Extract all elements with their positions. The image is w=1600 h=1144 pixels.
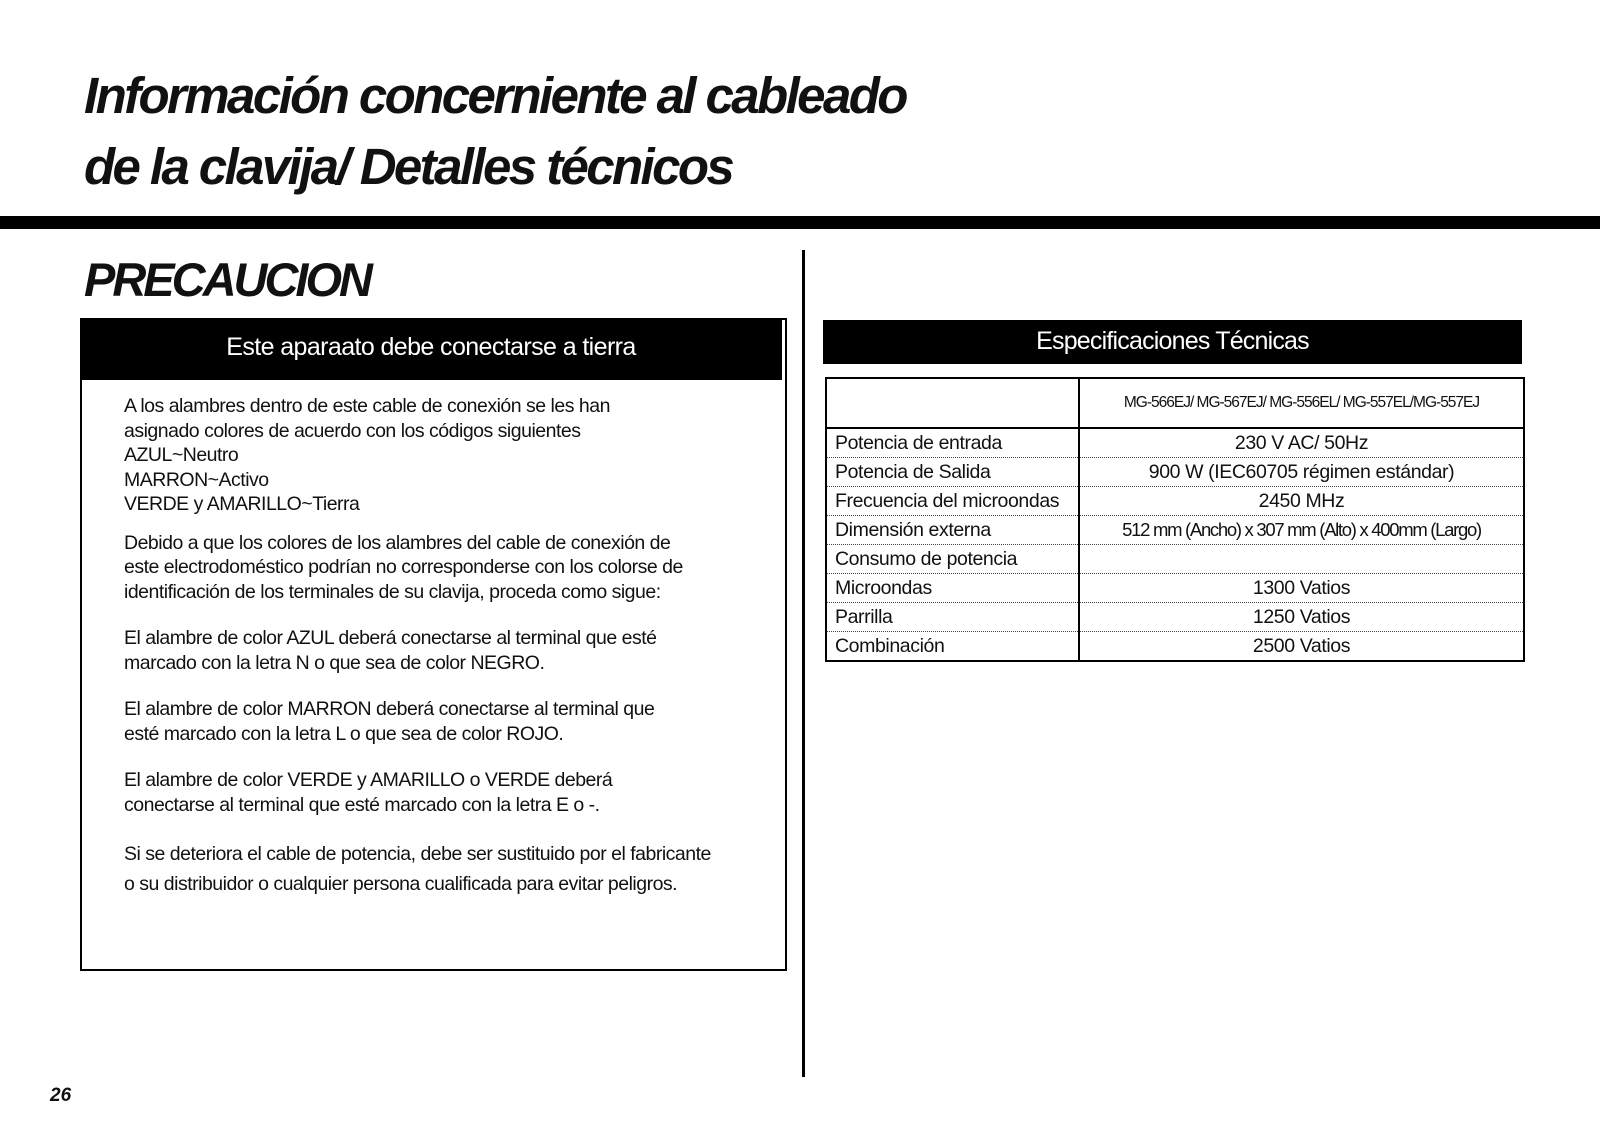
paragraph-line: este electrodoméstico podrían no corresponderse con los colorse de	[124, 556, 683, 578]
spec-value: 230 V AC/ 50Hz	[1079, 428, 1524, 458]
spec-label: Dimensión externa	[826, 516, 1079, 545]
spec-value: 512 mm (Ancho) x 307 mm (Alto) x 400mm (Largo)	[1079, 516, 1524, 545]
specs-header-row	[826, 378, 1524, 428]
caution-body	[124, 394, 784, 899]
spec-value	[1079, 545, 1524, 574]
paragraph-line: El alambre de color MARRON deberá conectarse al terminal que	[124, 698, 655, 720]
page-title	[84, 60, 906, 202]
paragraph-line: conectarse al terminal que esté marcado con la letra E o -.	[124, 793, 600, 816]
table-row	[826, 458, 1524, 487]
spec-value: 2450 MHz	[1079, 487, 1524, 516]
spec-label: Consumo de potencia	[826, 545, 1079, 574]
paragraph-line: marcado con la letra N o que sea de color NEGRO.	[124, 651, 545, 674]
spec-value: 2500 Vatios	[1079, 632, 1524, 662]
caution-banner: Este aparaato debe conectarse a tierra	[80, 318, 782, 380]
color-code-earth: VERDE y AMARILLO~Tierra	[124, 493, 360, 515]
specs-header-empty	[826, 378, 1079, 428]
paragraph-line: identificación de los terminales de su clavija, proceda como sigue:	[124, 580, 661, 603]
table-row	[826, 516, 1524, 545]
title-rule	[0, 216, 1600, 229]
paragraph-line: El alambre de color AZUL deberá conectarse al terminal que esté	[124, 627, 657, 649]
caution-paragraph	[124, 768, 784, 817]
intro-line: A los alambres dentro de este cable de conexión se les han	[124, 395, 610, 417]
caution-paragraph	[124, 626, 784, 675]
specs-models: MG-566EJ/ MG-567EJ/ MG-556EL/ MG-557EL/MG-557EJ	[1079, 378, 1524, 428]
specs-banner: Especificaciones Técnicas	[823, 320, 1522, 364]
spec-label: Potencia de Salida	[826, 458, 1079, 487]
table-row	[826, 545, 1524, 574]
spec-value: 1300 Vatios	[1079, 574, 1524, 603]
caution-heading: PRECAUCION	[84, 253, 370, 306]
color-code-active: MARRON~Activo	[124, 468, 269, 491]
paragraph-line: o su distribuidor o cualquier persona cualificada para evitar peligros.	[124, 873, 678, 895]
caution-paragraph	[124, 697, 784, 746]
table-row	[826, 632, 1524, 662]
page-title-line-2: de la clavija/ Detalles técnicos	[84, 138, 733, 195]
table-row	[826, 574, 1524, 603]
spec-label: Combinación	[835, 635, 945, 657]
table-row	[826, 428, 1524, 458]
intro-line: asignado colores de acuerdo con los códigos siguientes	[124, 419, 581, 442]
paragraph-line: Debido a que los colores de los alambres del cable de conexión de	[124, 531, 671, 554]
table-row	[826, 603, 1524, 632]
spec-value: 1250 Vatios	[1079, 603, 1524, 632]
spec-label: Microondas	[826, 574, 1079, 603]
paragraph-line: esté marcado con la letra L o que sea de color ROJO.	[124, 722, 564, 745]
caution-paragraph	[124, 839, 784, 899]
column-divider	[802, 250, 805, 1077]
caution-paragraph	[124, 531, 784, 605]
paragraph-line: Si se deteriora el cable de potencia, debe ser sustituido por el fabricante	[124, 843, 711, 865]
spec-value: 900 W (IEC60705 régimen estándar)	[1079, 458, 1524, 487]
spec-label: Potencia de entrada	[826, 428, 1079, 458]
page-number: 26	[50, 1085, 72, 1106]
color-code-neutral: AZUL~Neutro	[124, 444, 239, 466]
spec-label: Parrilla	[826, 603, 1079, 632]
specs-table	[825, 377, 1525, 662]
page-title-line-1: Información concerniente al cableado	[84, 67, 906, 124]
paragraph-line: El alambre de color VERDE y AMARILLO o VERDE deberá	[124, 769, 613, 791]
table-row	[826, 487, 1524, 516]
caution-intro	[124, 394, 784, 517]
spec-label: Frecuencia del microondas	[826, 487, 1079, 516]
